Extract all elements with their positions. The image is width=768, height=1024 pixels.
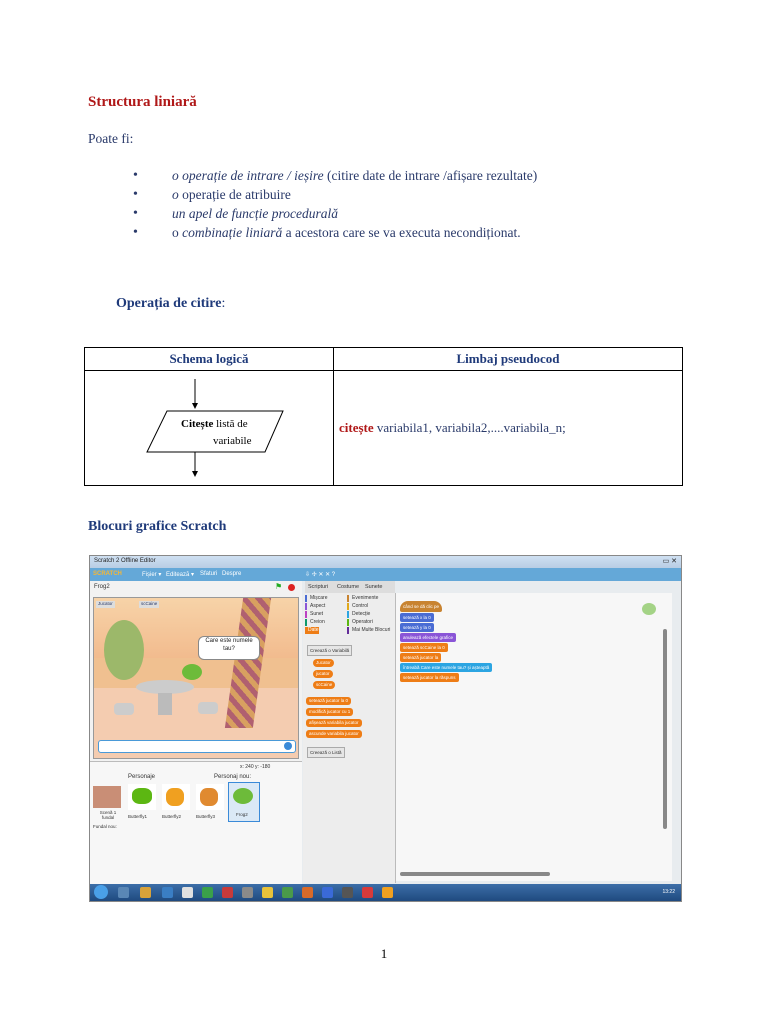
page-number: 1: [380, 946, 388, 961]
script-block[interactable]: setează scCaine la 0: [400, 643, 448, 652]
scratch-heading: Blocuri grafice Scratch: [88, 519, 227, 534]
subsection-title-text: Operația de citire: [116, 296, 222, 311]
hat-block-green-flag[interactable]: când se dă clic pe: [400, 601, 442, 612]
tab-scripts[interactable]: Scripturi: [308, 584, 329, 590]
script-block[interactable]: setează x la 0: [400, 613, 434, 622]
vertical-scrollbar[interactable]: [663, 629, 667, 829]
make-variable-button[interactable]: Creează o Variabilă: [307, 645, 352, 656]
green-flag-icon[interactable]: ⚑: [275, 582, 283, 591]
frog-sprite[interactable]: [182, 664, 202, 680]
data-block[interactable]: afișează variabila jucator: [306, 719, 362, 727]
sprite-thumbnail[interactable]: [128, 784, 156, 810]
flowchart-cell: [85, 371, 334, 486]
bullet-emphasis: combinație liniară: [182, 225, 283, 240]
scratch-logo: SCRATCH: [93, 571, 122, 577]
scratch-screenshot: [89, 555, 682, 902]
section-title: Structura liniară: [88, 94, 197, 110]
tab-bar: [305, 581, 395, 593]
answer-input[interactable]: [98, 740, 296, 753]
sprite-label: Butterfly3: [196, 814, 216, 819]
stone-table: [136, 680, 194, 694]
intro-text: Poate fi:: [88, 131, 134, 146]
category-operators[interactable]: Operatori: [347, 619, 373, 626]
taskbar-app-icon[interactable]: [162, 887, 173, 898]
flowchart-keyword: Citește: [181, 418, 214, 430]
script-block[interactable]: setează jucator la: [400, 653, 441, 662]
window-controls[interactable]: ▭ ✕: [662, 558, 677, 565]
sprite-label: Butterfly2: [162, 814, 182, 819]
make-list-button[interactable]: Creează o Listă: [307, 747, 345, 758]
taskbar-app-icon[interactable]: [282, 887, 293, 898]
taskbar-app-icon[interactable]: [382, 887, 393, 898]
script-block[interactable]: anulează efectele grafice: [400, 633, 456, 642]
sprites-label: Personaje: [128, 774, 156, 780]
variable-reporter[interactable]: jucator: [313, 670, 333, 678]
script-block[interactable]: setează y la 0: [400, 623, 434, 632]
taskbar-app-icon[interactable]: [242, 887, 253, 898]
taskbar-clock: 13:22: [662, 889, 675, 895]
list-item: [172, 225, 521, 241]
bullet-glyph: •: [133, 206, 138, 221]
pseudocode-keyword: citește: [339, 420, 374, 435]
list-item: [172, 187, 291, 203]
pseudocode-cell: [334, 371, 683, 486]
taskbar-app-icon[interactable]: [362, 887, 373, 898]
sprite-label: Frog2: [236, 812, 248, 817]
bullet-glyph: •: [133, 168, 138, 183]
variable-monitor: Jucator: [98, 601, 113, 606]
table-leg: [158, 693, 172, 715]
menu-tips[interactable]: Sfaturi: [200, 571, 218, 577]
sprite-thumbnail[interactable]: [196, 784, 224, 810]
bullet-text: (citire date de intrare /afișare rezultate): [323, 168, 538, 183]
new-sprite-label: Personaj nou:: [214, 774, 252, 780]
column-header-flowchart: Schema logică: [85, 348, 334, 371]
stone-seat: [114, 703, 134, 715]
list-item: [172, 168, 537, 184]
category-sensing[interactable]: Detecție: [347, 611, 370, 618]
variable-monitor: scCaine: [141, 601, 158, 606]
window-titlebar: [90, 556, 681, 568]
data-block[interactable]: ascunde variabila jucator: [306, 730, 362, 738]
category-sound[interactable]: Sunet: [305, 611, 323, 618]
variable-reporter[interactable]: scCaine: [313, 681, 335, 689]
sprite-thumbnail[interactable]: [162, 784, 190, 810]
pseudocode-table: [84, 347, 683, 486]
block-palette: [303, 593, 396, 883]
taskbar-app-icon[interactable]: [302, 887, 313, 898]
sprite-label: Butterfly1: [128, 814, 148, 819]
subsection-title-colon: :: [221, 296, 226, 311]
category-events[interactable]: Evenimente: [347, 595, 378, 602]
menu-file[interactable]: Fișier ▾: [142, 572, 162, 578]
category-motion[interactable]: Mișcare: [305, 595, 328, 602]
stage-coordinates: x: 240 y: -180: [240, 764, 271, 770]
category-data[interactable]: Date: [305, 627, 319, 634]
new-backdrop-label: Fundal nou:: [93, 824, 117, 829]
stop-icon[interactable]: [288, 584, 295, 591]
check-icon[interactable]: [284, 742, 292, 750]
taskbar-app-icon[interactable]: [182, 887, 193, 898]
bullet-text: operație de atribuire: [178, 187, 291, 202]
script-block[interactable]: întreabă Care este numele tau? și așteaptă: [400, 663, 492, 672]
bullet-emphasis: o: [172, 187, 179, 202]
flowchart-label-line2: variabile: [213, 435, 252, 447]
tab-costumes[interactable]: Costume: [337, 584, 360, 590]
stone-seat: [198, 702, 218, 714]
variable-reporter[interactable]: Jucator: [313, 659, 334, 667]
pseudocode-args: variabila1, variabila2,....variabila_n;: [373, 420, 566, 435]
taskbar-app-icon[interactable]: [342, 887, 353, 898]
pseudocode-text: [335, 420, 681, 436]
sprite-thumbnail: [642, 603, 656, 615]
taskbar-app-icon[interactable]: [118, 887, 129, 898]
taskbar-app-icon[interactable]: [262, 887, 273, 898]
stage-thumbnail[interactable]: [93, 786, 121, 808]
taskbar-app-icon[interactable]: [222, 887, 233, 898]
sprite-name: Frog2: [94, 584, 110, 590]
scripts-area[interactable]: [396, 593, 672, 881]
start-button-icon[interactable]: [94, 885, 108, 899]
bullet-glyph: •: [133, 187, 138, 202]
menu-edit[interactable]: Editează ▾: [166, 572, 195, 578]
sprites-pane: [90, 761, 302, 884]
category-looks[interactable]: Aspect: [305, 603, 325, 610]
stage-pane: [90, 581, 302, 761]
taskbar-app-icon[interactable]: [202, 887, 213, 898]
speech-bubble: Care este numele tau?: [198, 636, 260, 660]
bullet-emphasis: o operație de intrare / ieșire: [172, 168, 324, 183]
flowchart-label: [181, 418, 248, 430]
flowchart-text: listă de: [213, 418, 248, 430]
bush: [104, 620, 144, 680]
taskbar-app-icon[interactable]: [140, 887, 151, 898]
subsection-title: [116, 296, 225, 312]
bullet-emphasis: un apel de funcție procedurală: [172, 206, 338, 221]
list-item: [172, 206, 338, 222]
stage-thumbnail-label: Scenă 1 fundal: [99, 810, 117, 820]
menu-about[interactable]: Despre: [222, 571, 242, 577]
category-control[interactable]: Control: [347, 603, 368, 610]
bullet-text: o: [172, 225, 183, 240]
script-block[interactable]: setează jucator la răspuns: [400, 673, 459, 682]
tab-sounds[interactable]: Sunete: [365, 584, 383, 590]
category-more-blocks[interactable]: Mai Multe Blocuri: [347, 627, 390, 634]
data-block[interactable]: modifică jucator cu 1: [306, 708, 353, 716]
window-title: Scratch 2 Offline Editor: [94, 558, 156, 564]
taskbar-app-icon[interactable]: [322, 887, 333, 898]
windows-taskbar: [90, 884, 681, 901]
data-block[interactable]: setează jucator la 0: [306, 697, 351, 705]
bullet-text: a acestora care se va executa necondiționat.: [282, 225, 521, 240]
column-header-pseudocode: Limbaj pseudocod: [334, 348, 683, 371]
stage[interactable]: [93, 597, 299, 759]
bullet-glyph: •: [133, 225, 138, 240]
menu-bar: [90, 568, 681, 581]
toolbar-icons[interactable]: ⇩ ✢ ✕ ✕ ?: [305, 572, 336, 578]
horizontal-scrollbar[interactable]: [400, 872, 550, 876]
category-pen[interactable]: Creion: [305, 619, 325, 626]
